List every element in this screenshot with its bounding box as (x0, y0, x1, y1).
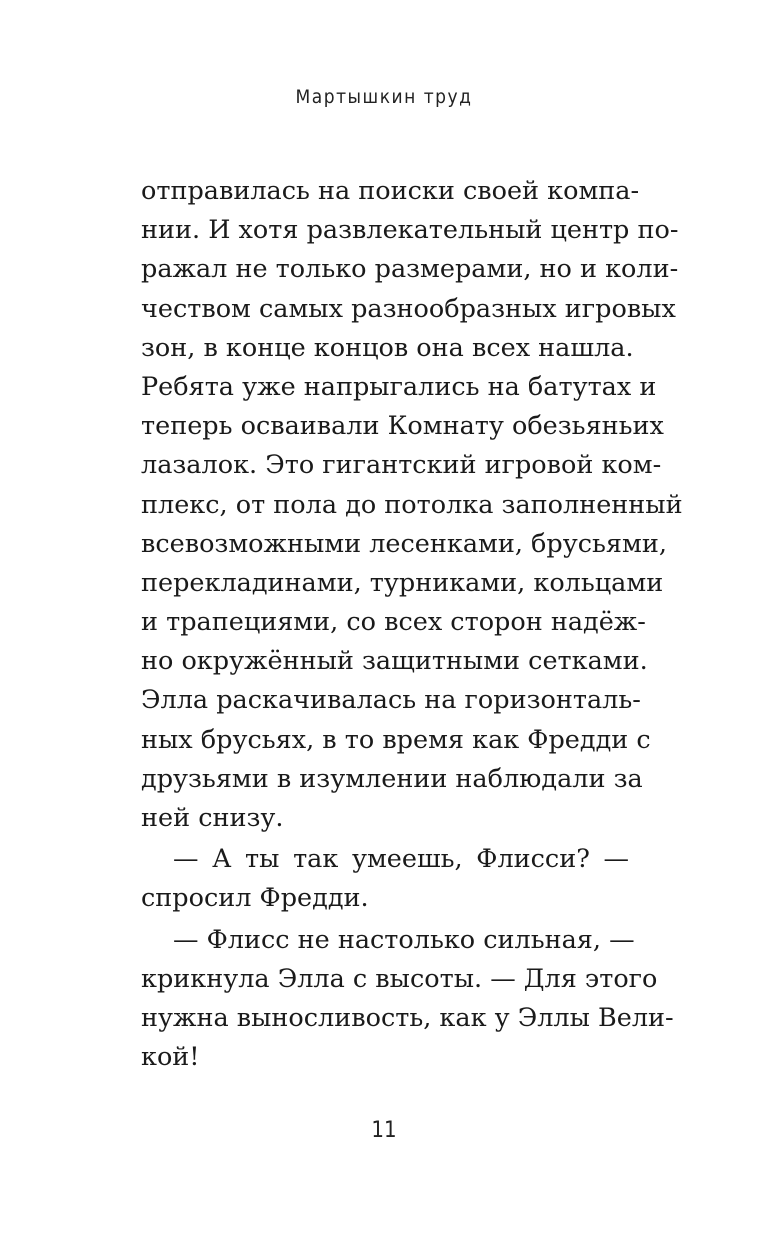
text-line: друзьями в изумлении наблюдали за (141, 763, 643, 794)
text-line: Ребята уже напрыгались на батутах и (141, 371, 657, 402)
paragraph-1 (141, 172, 683, 838)
text-line: Элла раскачивалась на горизонталь- (141, 685, 641, 716)
text-line: лазалок. Это гигантский игровой ком- (141, 450, 662, 481)
running-head: Мартышкин труд (295, 86, 473, 108)
text-line: ных брусьях, в то время как Фредди с (141, 724, 651, 755)
text-line: ражал не только размерами, но и коли- (141, 254, 679, 285)
text-line: — А ты так умеешь, Флисси? — (173, 844, 629, 875)
text-line: и трапециями, со всех сторон надёж- (141, 607, 646, 638)
text-line: — Флисс не настолько сильная, — (173, 924, 635, 955)
text-line: зон, в конце концов она всех нашла. (141, 332, 634, 363)
text-line: но окружённый защитными сетками. (141, 646, 648, 677)
text-line: ней снизу. (141, 803, 284, 833)
text-line: нужна выносливость, как у Эллы Вели- (141, 1002, 674, 1033)
body-text (141, 172, 683, 1077)
text-line: всевозможными лесенками, брусьями, (141, 528, 667, 559)
text-line: перекладинами, турниками, кольцами (141, 567, 664, 598)
text-line: нии. И хотя развлекательный центр по- (141, 215, 679, 246)
text-line: плекс, от пола до потолка заполненный (141, 489, 683, 520)
text-line: теперь осваивали Комнату обезьяньих (141, 411, 664, 442)
text-line: кой! (141, 1042, 200, 1073)
paragraph-2 (141, 840, 629, 918)
page-number: 11 (371, 1118, 397, 1143)
text-line: чеством самых разнообразных игровых (141, 293, 676, 324)
text-line: отправилась на поиски своей компа- (141, 176, 640, 206)
text-line: крикнула Элла с высоты. — Для этого (141, 963, 658, 994)
paragraph-3 (141, 921, 674, 1078)
text-line: спросил Фредди. (141, 883, 369, 914)
